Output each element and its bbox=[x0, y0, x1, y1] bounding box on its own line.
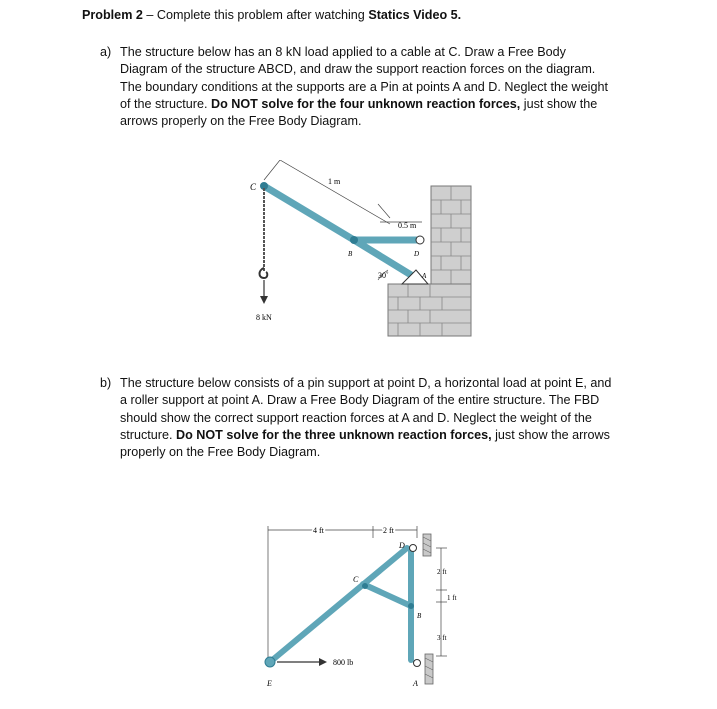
label-c: C bbox=[250, 182, 257, 192]
label-a: A bbox=[422, 272, 427, 280]
lower-wall-support bbox=[425, 654, 433, 684]
part-b-line-4-pre: structure. bbox=[120, 427, 176, 442]
label-d: D bbox=[414, 250, 420, 258]
label-d: D bbox=[399, 541, 405, 550]
label-4ft: 4 ft bbox=[313, 526, 324, 535]
member-ed bbox=[270, 548, 407, 662]
pin-b bbox=[408, 603, 414, 609]
pin-d bbox=[410, 545, 417, 552]
load-arrowhead bbox=[319, 658, 327, 666]
label-1ft: 1 ft bbox=[447, 594, 457, 602]
title-video: Statics Video 5. bbox=[368, 8, 462, 22]
part-b-line-5: properly on the Free Body Diagram. bbox=[120, 445, 321, 460]
problem-number: Problem 2 bbox=[82, 8, 143, 22]
part-a-line-3: The boundary conditions at the supports are a Pin at points A and D. Neglect the weight bbox=[120, 79, 608, 94]
part-b-line-2: a roller support at point A. Draw a Free Body Diagram of the entire structure. The FBD bbox=[120, 393, 600, 408]
part-b-line-4 bbox=[120, 427, 670, 444]
member-cb bbox=[363, 584, 411, 606]
label-angle: 30˚ bbox=[378, 271, 389, 280]
part-a-line-5: arrows properly on the Free Body Diagram. bbox=[120, 114, 362, 129]
roller-a bbox=[414, 660, 421, 667]
label-b: B bbox=[348, 250, 353, 258]
part-a-text bbox=[100, 44, 660, 130]
figure-a bbox=[240, 160, 490, 340]
part-b-label: b) bbox=[100, 376, 112, 390]
part-b-body bbox=[120, 375, 670, 461]
pin-e bbox=[265, 657, 275, 667]
part-b-line-1: The structure below consists of a pin support at point D, a horizontal load at point E, and bbox=[120, 376, 612, 390]
label-e: E bbox=[267, 679, 272, 688]
label-b: B bbox=[417, 612, 422, 620]
label-3ft: 3 ft bbox=[437, 634, 447, 642]
part-a-line-4-post: just show the bbox=[520, 96, 598, 111]
title-instruction: Complete this problem after watching bbox=[156, 8, 369, 22]
upper-wall-support bbox=[423, 534, 431, 556]
part-a-line-2: Diagram of the structure ABCD, and draw the support reaction forces on the diagram. bbox=[120, 62, 596, 77]
part-a-line-4-pre: of the structure. bbox=[120, 96, 211, 111]
part-a-line-4 bbox=[120, 96, 660, 113]
part-b-line-3: should show the correct support reaction forces at A and D. Neglect the weight of the bbox=[120, 410, 592, 425]
label-2ft-top: 2 ft bbox=[383, 526, 394, 535]
problem-title bbox=[82, 8, 461, 22]
part-b-bold-instruction: Do NOT solve for the three unknown reaction forces, bbox=[176, 427, 492, 442]
label-1m: 1 m bbox=[328, 177, 341, 186]
label-a: A bbox=[413, 679, 418, 688]
pin-c bbox=[362, 583, 368, 589]
label-load: 800 lb bbox=[333, 658, 354, 667]
label-05m: 0.5 m bbox=[398, 221, 417, 230]
brick-wall bbox=[388, 186, 471, 336]
part-b-text bbox=[100, 375, 670, 461]
label-2ft: 2 ft bbox=[437, 568, 447, 576]
pin-d bbox=[416, 236, 424, 244]
part-b-line-4-post: just show the arrows bbox=[491, 427, 610, 442]
label-load: 8 kN bbox=[256, 313, 272, 322]
part-a-body bbox=[120, 44, 660, 130]
part-a-line-1: The structure below has an 8 kN load applied to a cable at C. Draw a Free Body bbox=[120, 45, 566, 59]
load-arrowhead bbox=[260, 296, 268, 304]
member-cb bbox=[264, 186, 354, 240]
label-c: C bbox=[353, 575, 359, 584]
pin-b bbox=[350, 236, 358, 244]
part-a-bold-instruction: Do NOT solve for the four unknown reaction forces, bbox=[211, 96, 521, 111]
part-a-label: a) bbox=[100, 45, 112, 59]
figure-b bbox=[255, 522, 465, 692]
title-dash: – bbox=[142, 8, 157, 22]
